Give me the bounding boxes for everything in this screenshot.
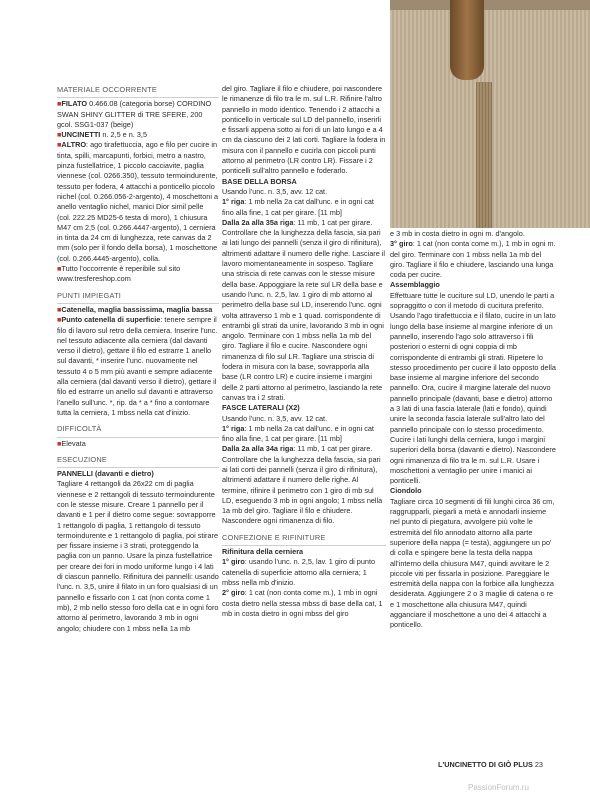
section-heading-punti: PUNTI IMPIEGATI (57, 290, 122, 300)
round-text: : 1 cat (non conta come m.), 1 mb in ogni m. del giro. Terminare con 1 mbss nella 1a mb del giro. Tagliare il filo e chiudere, lasciando una lunga coda per cucire. (390, 239, 556, 280)
divider (222, 545, 386, 546)
uncinetti-label: UNCINETTI (61, 130, 101, 140)
ciondolo-text: Tagliare circa 10 segmenti di fili lunghi circa 36 cm, raggrupparli, piegarli a metà e annodarli insieme nel punto di piegatura, avvolgere più volte le estremità del filo annodato attorno alla parte superiore della nappa (= testa), aggiungere un po' di colla e spingere bene la testa della nappa all'interno della chiusura M47, quindi avvitare le 2 piccole viti per fissarla in posizione. Pareggiare le estremità della nappa con la forbice alla lunghezza desiderata. Aggiungere 2 o 3 maglie di catena o re e 1 moschettone alla chiusura M47, quindi agganciare il moschettone a uno dei 4 attacchi a ponticello. (390, 496, 555, 630)
page-footer (438, 760, 543, 769)
base-title: BASE DELLA BORSA (222, 176, 297, 186)
bullet-square-icon: ■ (57, 140, 62, 150)
continued-text: del giro. Tagliare il filo e chiudere, poi nascondere le rimanenze di filo tra le m. sul L.R. Rifinire l'altro pannello in modo identico. Tenendo i 2 attacchi a ponticello in verticale sul LD del pannello, inserirli e fissarli appena sotto ai fori di un lato lungo e a 4 cm da ciascuno dei 2 lati corti. Tagliare la fodera in misura con il pannello e cucirla con piccoli punti attorno al perimetro (LR contro LR). Fissare i 2 ponticelli sull'altro pannello e foderarlo. (222, 84, 386, 176)
rifinitura-round-2 (222, 588, 386, 619)
bag-tassel (476, 82, 492, 228)
filato-label: FILATO (61, 99, 88, 109)
punto-1-text: Catenella, maglia bassissima, maglia bassa (61, 304, 213, 314)
fasce-title: FASCE LATERALI (X2) (222, 403, 300, 413)
rifinitura-title: Rifinitura della cerniera (222, 547, 304, 557)
column-1 (57, 84, 219, 634)
bullet-square-icon: ■ (57, 264, 62, 274)
section-heading-esecuzione: ESECUZIONE (57, 454, 108, 464)
section-heading-difficolta: DIFFICOLTÀ (57, 424, 102, 434)
altro-item (57, 140, 219, 264)
section-heading-confezione: CONFEZIONE E RIFINITURE (222, 532, 326, 542)
uncinetti-item (57, 130, 219, 140)
bullet-square-icon: ■ (57, 304, 62, 314)
base-rows-2-35 (222, 218, 386, 403)
uncinetti-text: n. 2,5 e n. 3,5 (102, 130, 148, 140)
pannelli-title: PANNELLI (davanti e dietro) (57, 469, 154, 479)
round-label: 1° giro (222, 557, 245, 567)
round-text: : 1 cat (non conta come m.), 1 mb in ogni costa dietro nella stessa mbss di base della cat, 1 mb in costa dietro in ogni mbss del giro (222, 588, 383, 618)
rifinitura-round-1 (222, 557, 386, 588)
row-label: 1° riga (222, 423, 245, 433)
fasce-intro: Usando l'unc. n. 3,5, avv. 12 cat. (222, 413, 328, 423)
bag-photo (390, 0, 590, 228)
row-text: : 1 mb nella 2a cat dall'unc. e in ogni cat fino alla fine, 1 cat per girare. [11 mb] (222, 197, 374, 217)
divider (57, 467, 219, 468)
row-text: : 11 mb, 1 cat per girare. Controllare che la lunghezza della fascia, sia pari ai lati corti dei pannelli (senza il giro di rifinitura), altrimenti adattare il numero delle righe. Al termine, rifinire il perimetro con 1 giro di mb sul LD, eseguendo 3 mb in ogni angolo; 1 mbss nella 1a mb del giro. Tagliare il filo e chiudere. Nascondere ogni rimanenza di filo. (222, 444, 383, 526)
bullet-square-icon: ■ (57, 99, 62, 109)
fasce-rows-2-34 (222, 444, 386, 526)
round-label: 2° giro (222, 588, 245, 598)
filato-text: 0.466.08 (categoria borse) CORDINO SWAN SHINY GLITTER di TRE SFERE, 200 gcol. SSG1-037 (beige) (57, 99, 212, 129)
fasce-row-1 (222, 424, 386, 445)
punto-2-text: : tenere sempre il filo di lavoro sul retro della cerniera. Inserire l'unc. nel tessuto adiacente alla cerniera (dal davanti verso il dietro), gettare il filo ed estrarre 1 anello sul davanti, * inserire l'unc. nuovamente nel tessuto 4 o 5 mm più avanti e sempre adiacente alla cerniera (dal davanti verso il dietro), gettare il filo ed estrarre un anello sul davanti e attraverso l'anello sull'unc. *, rip. da * a * fino a contornare tutta la cerniera, 1 mbss nella cat d'inizio. (57, 315, 218, 417)
round-3 (390, 239, 556, 280)
punto-1 (57, 305, 219, 315)
row-label: 1° riga (222, 197, 245, 207)
row-label: Dalla 2a alla 34a riga (222, 444, 294, 454)
bag-handle (450, 0, 484, 80)
row-label: Dalla 2a alla 35a riga (222, 217, 294, 227)
row-text: : 1 mb nella 2a cat dall'unc. e in ogni cat fino alla fine, 1 cat per girare. [11 mb] (222, 423, 374, 444)
magazine-name: L'UNCINETTO DI GIÒ PLUS (438, 760, 533, 769)
column-2 (222, 84, 386, 619)
page-number: 23 (534, 760, 543, 769)
continued-text: e 3 mb in costa dietro in ogni m. d'angolo. (390, 229, 525, 238)
divider (57, 97, 219, 98)
assemblaggio-text: Effettuare tutte le cuciture sul LD, unendo le parti a sopraggitto o con il metodo di cucitura preferito. Usando l'ago tirafettuccia e il filato, cucire in un lato lungo della base insieme al margine inferiore di un pannello, inserendo l'ago solo attraverso i fili posteriori o esterni di ogni coppia di mb corrispondente di entrambi gli strati. Ripetere lo stesso procedimento per cucire il lato opposto della base insieme al margine inferiore del secondo pannello. Ora, cucire il margine laterale del nuovo pannello principale (davanti, base e dietro) attorno a 3 lati di una fascia laterale (lati e fondo), quindi unire la seconda fascia laterale sull'altro lato del pannello principale con lo stesso procedimento. Cucire i lati lunghi della cerniera, lungo i margini superiori della borsa (davanti e dietro). Nascondere ogni rimanenza di filo tra le m. sul L.R. Usare i moschettoni a ventaglio per unire i manici ai ponticelli. (390, 290, 556, 486)
pannelli-text: Tagliare 4 rettangoli da 26x22 cm di paglia viennese e 2 rettangoli di tessuto termoindurente con le stesse misure. Creare 1 pannello per il davanti e 1 per il dietro come segue: sovrapporre 1 rettangolo di paglia, 1 rettangolo di tessuto termoindurente e 1 rettangolo di paglia, poi stirare per fissare insieme i 3 strati, proteggendo la paglia con un panno. Usare la pinza fustellatrice per creare dei fori in modo uniforme lungo i 4 lati di ciascun pannello. Rifinitura dei pannelli: usando l'unc. n. 3,5, unire il filato in un foro qualsiasi di un pannello e fissarlo con 1 cat (non conta come 1 mb), 2 mb nello stesso foro della cat e in ogni foro attorno al perimetro, lavorando 3 mb in ogni angolo; chiudere con 1 mbss nella 1a mb (57, 479, 219, 633)
bullet-square-icon: ■ (57, 438, 62, 448)
tutto-item (57, 264, 219, 285)
column-3 (390, 229, 556, 631)
round-text: : usando l'unc. n. 2,5, lav. 1 giro di punto catenella di superficie attorno alla cerniera; 1 mbss nella mb d'inizio. (222, 557, 376, 587)
assemblaggio-title: Assemblaggio (390, 280, 440, 290)
ciondolo-title: Ciondolo (390, 486, 422, 496)
base-intro: Usando l'unc. n. 3,5, avv. 12 cat. (222, 186, 328, 196)
section-heading-materials: MATERIALE OCCORRENTE (57, 85, 157, 94)
altro-text: : ago tirafettuccia, ago e filo per cucire in tinta, spilli, marcapunti, forbici, metro a nastro, pinza fustellatrice, 1 piccolo cacciavite, paglia viennese (col. 0266.350), tessuto termoindurente, tessuto per fodera, 4 attacchi a ponticello piccolo nichel (col. 0.266.056-2-argento), 4 moschettoni a anello ventaglio nichel, manici Dior simil pelle (col. 222.25 MD25-6 testa di moro), 1 chiusura M47 cm 2,5 (col. 0.266.4447-argento), 1 cerniera in tinta da 24 cm di lunghezza, rete canvas da 2 mm (solo per il fondo della borsa), 1 moschettone (col. 0.266.4445-argento), colla. (57, 140, 219, 263)
base-row-1 (222, 197, 386, 218)
bag-top-band (390, 0, 590, 10)
watermark: PassionForum.ru (468, 783, 529, 792)
row-text: : 11 mb, 1 cat per girare. Controllare che la lunghezza della fascia, sia pari ai lati lungo dei pannelli (senza il giro di rifinitura), altrimenti adattare il numero delle righe. Lasciare il lavoro momentaneamente in sospeso. Tagliare una striscia di rete canvas con le stesse misure della base. Appoggiare la rete sul LR della base e usando l'unc. n. 2,5, lav. 1 giro di mb attorno al perimetro della base sul LD, inserendo l'unc. ogni volta attraverso 1 mb e 1 quad. corrispondente di entrambi gli strati da unire, lavorando 3 mb in ogni angolo. Terminare con 1 mbss nella 1a mb del giro. Tagliare il filo e cucire. Nascondere ogni rimanenza di filo sul LR. Tagliare una striscia di fodera in misura con la base, sovrapporla alla base (LR contro LR) e cucire insieme i margini delle 2 parti attorno al perimetro, lasciando la rete canvas tra i 2 strati. (222, 217, 386, 402)
difficolta-item (57, 439, 219, 449)
difficolta-text: Elevata (61, 438, 86, 448)
divider (57, 303, 219, 304)
bullet-square-icon: ■ (57, 130, 62, 140)
punto-2 (57, 315, 219, 418)
bullet-square-icon: ■ (57, 315, 62, 325)
tutto-text: Tutto l'occorrente è reperibile sul sito www.tresfereshop.com (57, 264, 181, 284)
filato-item (57, 99, 219, 130)
round-label: 3° giro (390, 239, 413, 249)
punto-2-label: Punto catenella di superficie (61, 315, 161, 325)
divider (57, 437, 219, 438)
altro-label: ALTRO (61, 140, 87, 150)
